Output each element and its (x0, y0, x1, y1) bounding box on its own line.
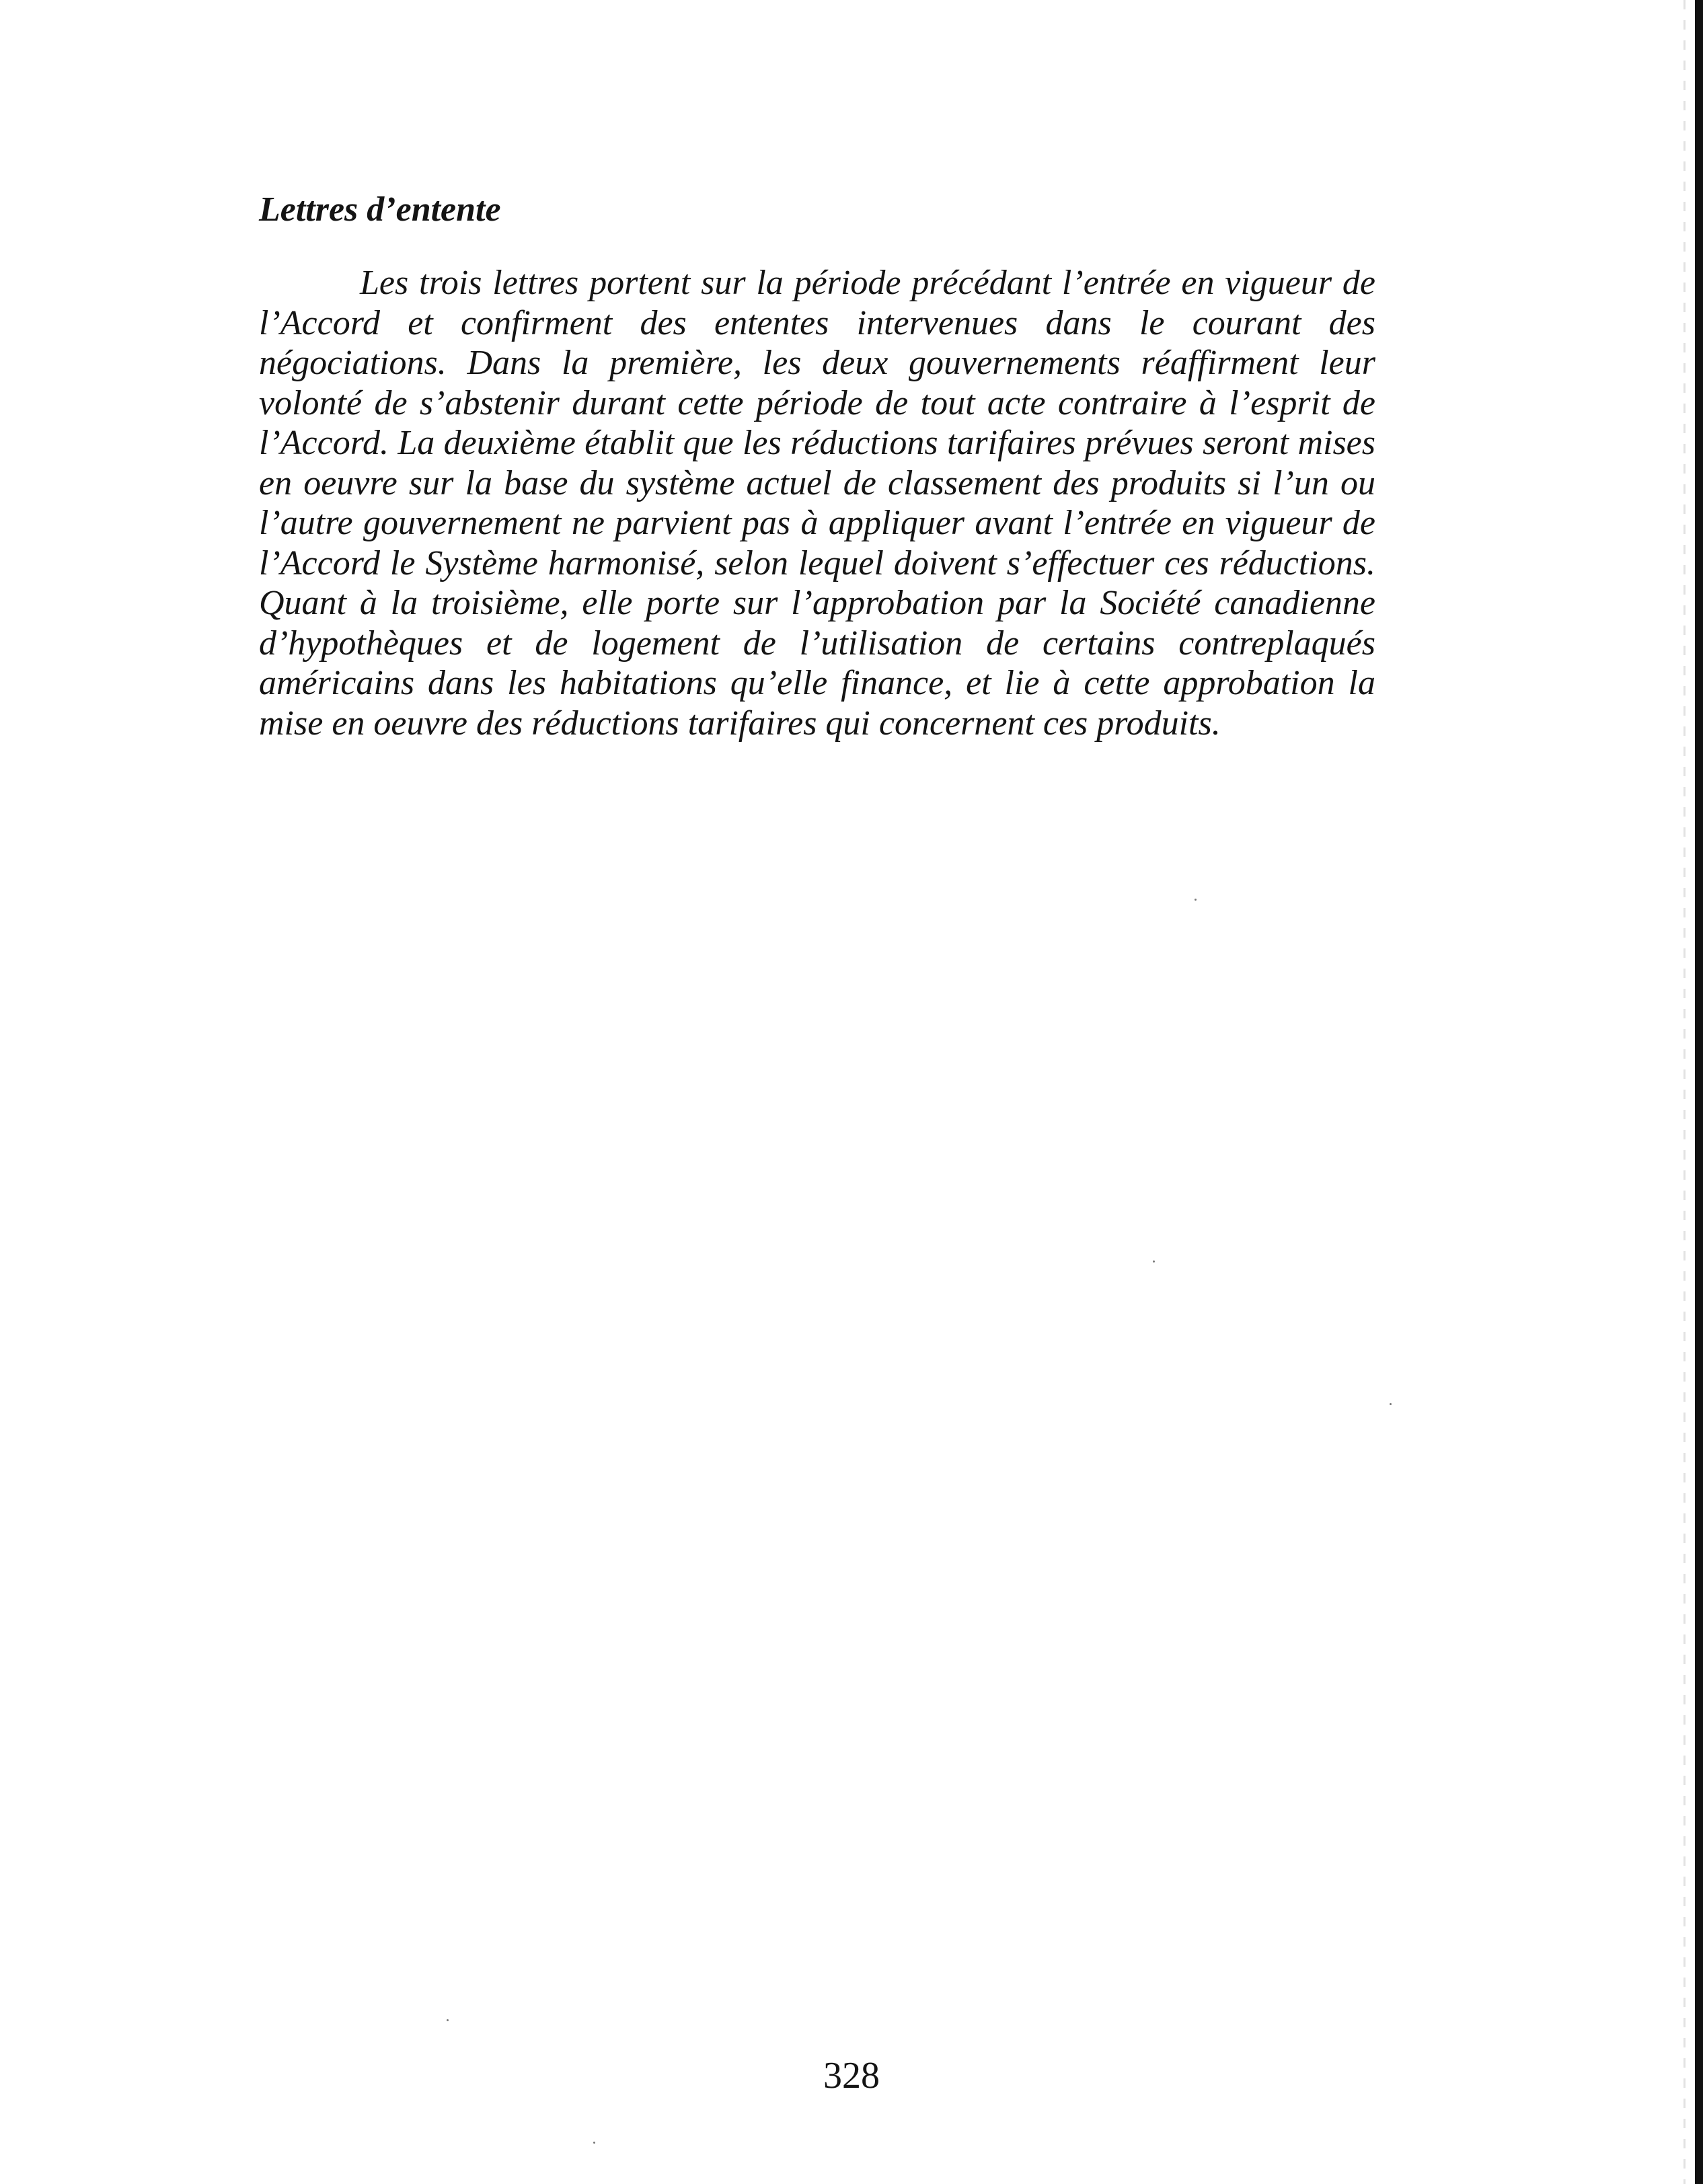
scan-speck (1195, 899, 1197, 901)
scan-speck (1390, 1403, 1392, 1405)
body-paragraph: Les trois lettres portent sur la période précédant l’entrée en vigueur de l’Accord et confirment des ententes intervenues dans le courant des négociations. Dans la première, les deux gouvernements réaffirment leur volonté de s’abstenir durant cette période de tout acte contraire à l’esprit de l’Accord. La deuxième établit que les réductions tarifaires prévues seront mises en oeuvre sur la base du système actuel de classement des produits si l’un ou l’autre gouvernement ne parvient pas à appliquer avant l’entrée en vigueur de l’Accord le Système harmonisé, selon lequel doivent s’effectuer ces réductions. Quant à la troisième, elle porte sur l’approbation par la Société canadienne d’hypothèques et de logement de l’utilisation de certains contreplaqués américains dans les habitations qu’elle finance, et lie à cette approbation la mise en oeuvre des réductions tarifaires qui concernent ces produits. (259, 264, 1375, 743)
scan-speck (447, 2019, 449, 2021)
scan-speck (1153, 1260, 1155, 1263)
scan-speck (593, 2142, 595, 2144)
scan-edge-shadow (1683, 0, 1686, 2184)
scan-edge (1695, 0, 1703, 2184)
section-heading: Lettres d’entente (259, 190, 501, 229)
page-number: 328 (823, 2055, 880, 2097)
